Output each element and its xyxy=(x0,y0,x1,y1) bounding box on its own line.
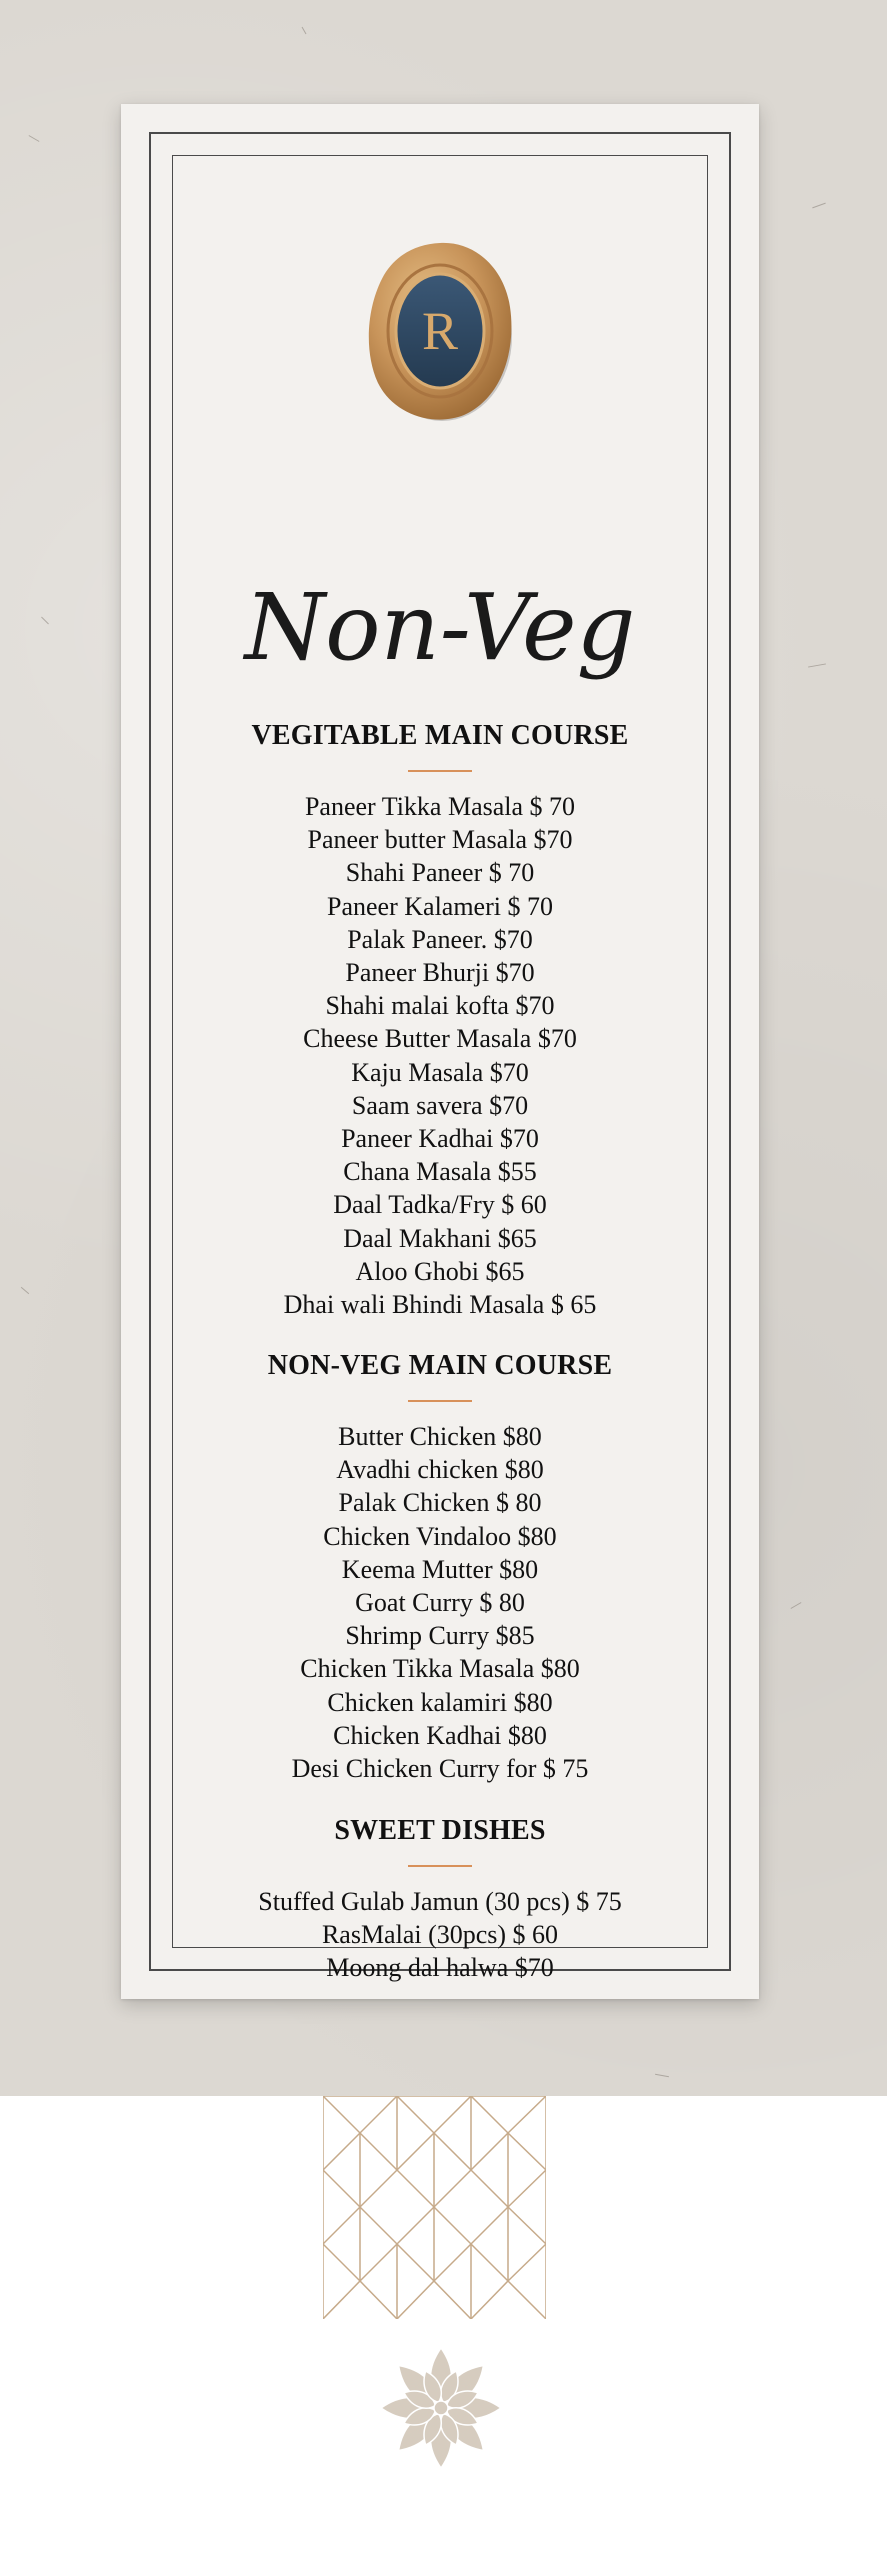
menu-item: Cheese Butter Masala $70 xyxy=(303,1024,577,1054)
section-non-veg-main-course xyxy=(121,1349,759,1785)
menu-item: Paneer Kadhai $70 xyxy=(341,1124,539,1154)
section-sweet-dishes xyxy=(121,1814,759,1985)
menu-item: Saam savera $70 xyxy=(351,1090,529,1120)
menu-item: Dhai wali Bhindi Masala $ 65 xyxy=(283,1290,597,1320)
seal-monogram: R xyxy=(421,301,459,361)
menu-item: Paneer Kalameri $ 70 xyxy=(327,891,553,921)
menu-item: Moong dal halwa $70 xyxy=(326,1953,554,1983)
menu-item: Chicken kalamiri $80 xyxy=(327,1687,553,1717)
menu-item: Palak Paneer. $70 xyxy=(347,924,533,954)
menu-item: Paneer butter Masala $70 xyxy=(307,825,573,855)
menu-item: Chicken Tikka Masala $80 xyxy=(300,1654,580,1684)
menu-item: RasMalai (30pcs) $ 60 xyxy=(321,1920,559,1950)
menu-item: Shahi malai kofta $70 xyxy=(325,991,555,1021)
section-vegetable-main-course xyxy=(121,719,759,1321)
menu-title-script xyxy=(121,554,759,704)
section-divider xyxy=(408,1865,472,1867)
menu-item-list xyxy=(121,1885,759,1985)
menu-item: Aloo Ghobi $65 xyxy=(355,1256,525,1286)
menu-item: Butter Chicken $80 xyxy=(338,1422,542,1451)
menu-item: Stuffed Gulab Jamun (30 pcs) $ 75 xyxy=(258,1887,622,1916)
menu-item-list xyxy=(121,790,759,1321)
menu-item: Paneer Bhurji $70 xyxy=(345,958,535,988)
menu-item: Shrimp Curry $85 xyxy=(345,1621,535,1651)
menu-item: Goat Curry $ 80 xyxy=(355,1588,525,1618)
menu-item: Desi Chicken Curry for $ 75 xyxy=(291,1754,589,1784)
menu-item: Daal Tadka/Fry $ 60 xyxy=(333,1190,547,1220)
geometric-pattern-icon xyxy=(323,2096,546,2319)
lotus-flower-icon xyxy=(378,2345,504,2471)
section-heading: SWEET DISHES xyxy=(334,1815,546,1846)
section-heading: VEGITABLE MAIN COURSE xyxy=(251,720,629,751)
menu-item: Chicken Kadhai $80 xyxy=(333,1720,547,1750)
menu-item: Avadhi chicken $80 xyxy=(336,1455,544,1485)
section-divider xyxy=(408,1400,472,1402)
menu-item: Keema Mutter $80 xyxy=(341,1554,539,1584)
menu-item: Chicken Vindaloo $80 xyxy=(323,1521,557,1551)
wax-seal-icon xyxy=(364,237,516,425)
menu-item: Palak Chicken $ 80 xyxy=(338,1488,542,1518)
menu-item-list xyxy=(121,1420,759,1785)
menu-title: Non-Veg xyxy=(244,574,636,681)
menu-card xyxy=(121,104,759,1999)
menu-item: Chana Masala $55 xyxy=(343,1157,537,1187)
menu-item: Daal Makhani $65 xyxy=(343,1223,537,1253)
section-heading: NON-VEG MAIN COURSE xyxy=(267,1350,613,1381)
menu-item: Paneer Tikka Masala $ 70 xyxy=(304,792,576,821)
section-divider xyxy=(408,770,472,772)
menu-item: Shahi Paneer $ 70 xyxy=(345,858,535,888)
menu-item: Kaju Masala $70 xyxy=(351,1057,529,1087)
